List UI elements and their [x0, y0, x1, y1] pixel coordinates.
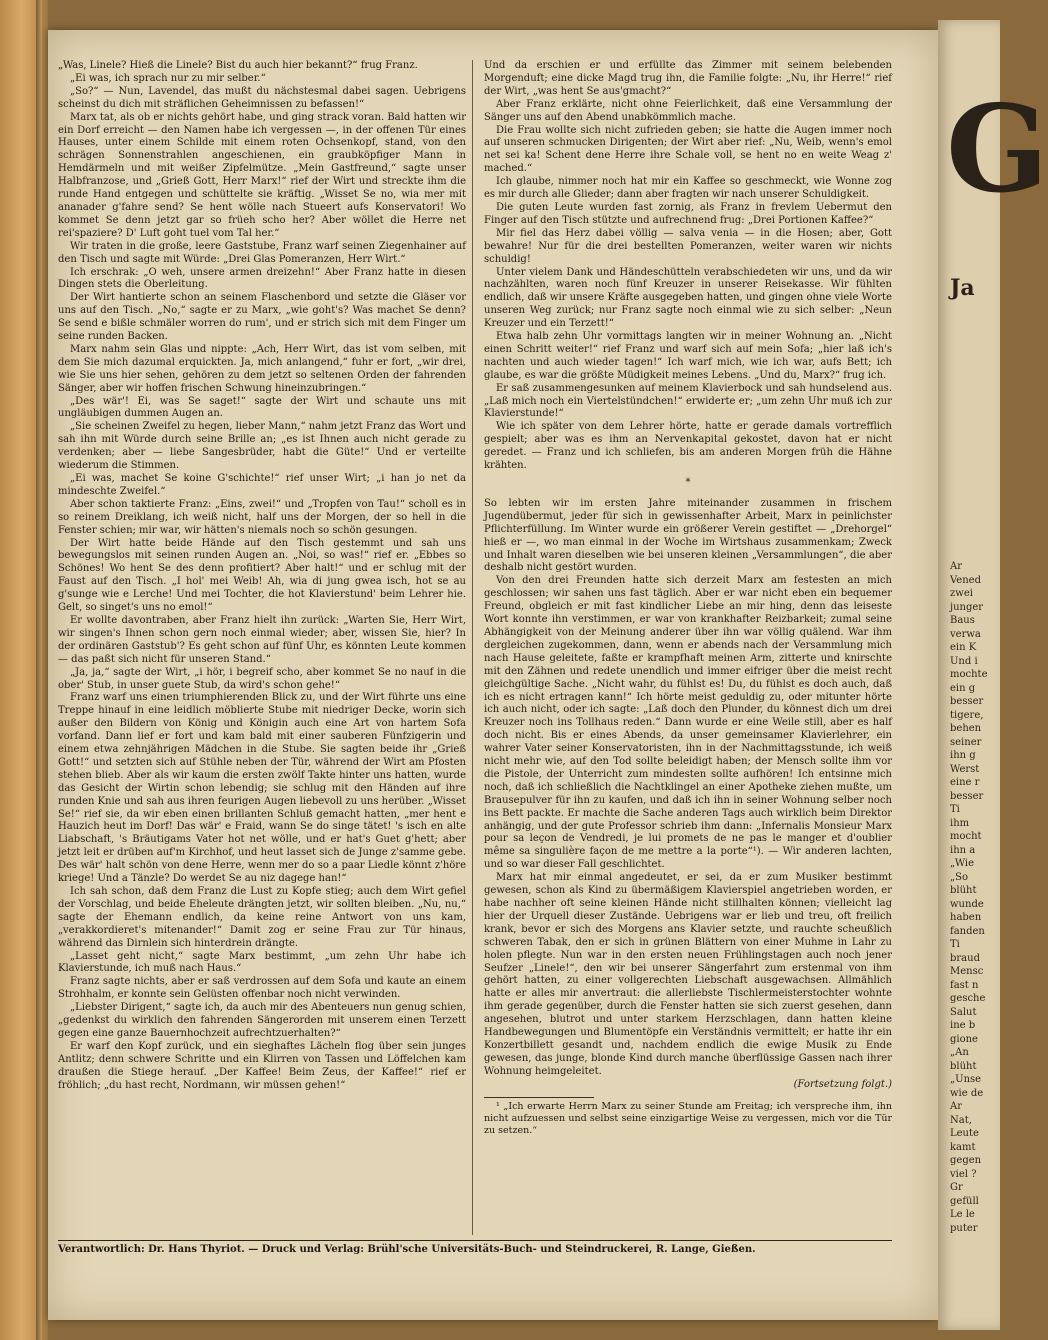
facing-page-fragment: „Unse — [950, 1074, 982, 1085]
facing-page-fragment: verwa — [950, 628, 981, 640]
paragraph: „Ei was, ich sprach nur zu mir selber.“ — [70, 72, 266, 84]
facing-page-fragment: Werst — [950, 763, 980, 775]
right-column-story-end — [484, 60, 892, 473]
paragraph: „Des wär'! Ei, was Se saget!“ sagte der Wirt und schaute uns mit ungläubigen dummen Augen an. — [58, 395, 466, 420]
facing-page-fragment: Gr — [950, 1182, 963, 1193]
footnote: ¹ „Ich erwarte Herrn Marx zu seiner Stunde am Freitag; ich verspreche ihm, ihn nicht aufzuessen und selbst seine einzigartige Weise zu vergessen, mich vor die Tür zu setzen.“ — [484, 1100, 892, 1136]
facing-page-fragment: Nat, — [950, 1114, 972, 1126]
facing-page-fragment: tigere, — [950, 709, 984, 721]
facing-page-fragment: fanden — [950, 925, 985, 937]
column-rule — [472, 60, 473, 1235]
facing-page-fragment: haben — [950, 912, 982, 923]
paragraph: Aber Franz erklärte, nicht ohne Feierlichkeit, daß eine Versammlung der Sänger uns auf den Abend unabkömmlich mache. — [484, 98, 892, 123]
facing-page-fragment: Ti — [950, 939, 960, 950]
paragraph: Die guten Leute wurden fast zornig, als Franz in frevlem Uebermut den Finger auf den Tisch stützte und aufrechnend frug: „Drei Portionen Kaffee?“ — [484, 201, 892, 226]
paragraph: Der Wirt hantierte schon an seinem Flaschenbord und setzte die Gläser vor uns auf den Tisch. „No,“ sagte er zu Marx, „wie goht's? Was machet Se denn? Se send e bißle schmäler worren do rum', und er strich sich mit dem Finger um seine runden Backen. — [58, 292, 466, 343]
facing-page-fragment: behen — [950, 723, 982, 734]
facing-page-fragment: Ar — [950, 1101, 963, 1112]
paragraph: „Liebster Dirigent,“ sagte ich, da auch mir des Abenteuers nun genug schien, „gedenkst du wirklich den fahrenden Sängerorden mit unserem einen Terzett gegen eine ganze Bauernhochzeit aufrechtzuerhalten?“ — [58, 1002, 466, 1039]
paragraph: Marx tat, als ob er nichts gehört habe, und ging strack voran. Bald hatten wir ein Dorf erreicht — den Namen habe ich vergessen —, in der offenen Tür eines Hauses, unter einem Schilde mit einem roten Ochsenkopf, stand, von den schrägen Sonnenstrahlen angeschienen, ein graubköpfiger Mann in Hemdärmeln und mit weißer Zipfelmütze. „Mein Gastfreund,“ sagte unser Halbfranzose, und „Grieß Gott, Herr Marx!“ rief der Wirt und streckte ihm die runde Hand entgegen und schüttelte sie kräftig. „Wisset Se no, wia mer mit ananader g'fahre send? Se hent wölle nach Stueert aufs Konservatori! Wo kommet Se denn jetzt gar so früeh scho her? Aber wöllet die Herre net rei'spaziere? D' Luft goht tuel vom Tal her.“ — [58, 111, 466, 239]
paragraph: Von den drei Freunden hatte sich derzeit Marx am festesten an mich geschlossen; wir sahen uns fast täglich. Aber er war nicht eben ein bequemer Freund, obgleich er mit fast kindlicher Liebe an mir hing, denn das leiseste Wort konnte ihn verstimmen, er war von krankhafter Reizbarkeit; zumal seine Abhängigkeit von der Meinung anderer über ihn war völlig quälend. War ihm dergleichen zugekommen, dann, wenn er abends nach der Versammlung mich nach Hause geleitete, faßte er krampfhaft meinen Arm, zitterte und knirschte mit den Zähnen und redete unendlich und immer eifriger über die meist recht gleichgültige Sache. „Nicht wahr, du fühlst es! Du, du fühlst es doch auch, daß ich es nicht ertragen kann!“ Ich hörte meist geduldig zu, oder mitunter hörte ich auch nicht, oder ich sagte: „Laß doch den Plunder, du könnest dich um drei Kreuzer noch ins Tollhaus reden.“ Dann wurde er eine Weile still, aber es half doch nicht. Bis er eines Abends, da unser gemeinsamer Klavierlehrer, ein wahrer Vater seiner Konservatoristen, ihn in der Nachmittagsstunde, ich weiß nicht mehr wie, auf den Tod sollte beleidigt haben; der Mensch sollte ihm vor die Pistole, der Unterricht zum mindesten sollte aufhören! Ich entsinne mich noch, daß ich schließlich die Nachtklingel an einer Apotheke ziehen mußte, um Brausepulver für ihn zu kaufen, und daß ich ihn in seiner Wohnung selber noch ins Bett packte. Er machte die Sache anderen Tags auch wirklich beim Direktor anhängig, und der gute Professor schrieb ihm dann: „Infernalis Monsieur Marx pour sa leçon de Vendredi, je lui promets de ne pas le manger et d'oublier même sa singulière façon de me mettre a la porte“¹). — Wir anderen lachten, und so war dieser Fall geschlichtet. — [484, 575, 892, 871]
footnote-rule — [484, 1097, 594, 1098]
facing-page-fragment: wunde — [950, 898, 984, 910]
facing-page-fragment: seiner — [950, 736, 982, 748]
facing-page-fragment: gegen — [950, 1155, 982, 1166]
facing-page-fragment: junger — [950, 601, 984, 613]
facing-page-fragment: braud — [950, 952, 980, 964]
right-column-story-continued — [484, 498, 892, 1079]
facing-page-fragment: Mensc — [950, 966, 984, 977]
facing-page-fragment: blüht — [950, 1060, 977, 1072]
paragraph: Und da erschien er und erfüllte das Zimmer mit seinem belebenden Morgenduft; eine dicke Magd trug ihn, die Familie folgte: „Nu, ihr Herre!“ rief der Wirt, „was hent Se aus'gmacht?“ — [484, 60, 892, 97]
facing-page-fragment: besser — [950, 696, 984, 707]
facing-page-fragment: Baus — [950, 615, 975, 626]
facing-page-fragment: Und i — [950, 655, 978, 667]
facing-page-fragment: blüht — [950, 885, 977, 896]
paragraph: So lebten wir im ersten Jahre miteinander zusammen in frischem Jugendübermut, jeder für sich in gewissenhafter Arbeit, Marx in peinlichster Pflichterfüllung. Im Winter wurde ein größerer Verein gestiftet — „Drehorgel“ hieß er —, wo man einmal in der Woche im Wirtshaus zusammenkam; Zweck und Inhalt waren dieselben wie bei unseren kleinen „Versammlungen“, die aber deshalb nicht gestört wurden. — [484, 497, 892, 574]
paragraph: Wie ich später von dem Lehrer hörte, hatte er gerade damals vortrefflich gespielt; aber was es ihm an Nervenkapital gekostet, davon hat er nicht geredet. — Franz und ich schliefen, bis am anderen Morgen früh die Hähne krähten. — [484, 421, 892, 472]
paragraph: Ich sah schon, daß dem Franz die Lust zu Kopfe stieg; auch dem Wirt gefiel der Vorschlag, und beide Eheleute drängten jetzt, wir sollten bleiben. „Nu, nu,“ sagte der Ehemann endlich, da keine reine Antwort von uns kam, „verakkordieret's mitenander!“ Damit zog er seine Frau zur Tür hinaus, während das Dirnlein sich hinterdrein drängte. — [58, 886, 466, 949]
paragraph: Die Frau wollte sich nicht zufrieden geben; sie hatte die Augen immer noch auf unseren schmucken Dirigenten; der Wirt aber rief: „Nu, Weib, wenn's emol net sei ka! Schent dene Herre ihre Schale voll, se hent no en weite Weag z' mached.“ — [484, 124, 892, 175]
facing-page-fragment: Salut — [950, 1006, 977, 1018]
paragraph: Unter vielem Dank und Händeschütteln verabschiedeten wir uns, und da wir nachzählten, waren noch fünf Kreuzer in unserer Reisekasse. Wir fühlten endlich, daß wir unsere Kräfte ausgegeben hatten, und gingen ohne viele Worte unseren Weg zurück; nur Franz sagte noch einmal wie zu sich selber: „Neun Kreuzer und ein Terzett!“ — [484, 266, 892, 330]
facing-page-fragment: viel ? — [950, 1168, 977, 1180]
paragraph: Mir fiel das Herz dabei völlig — salva venia — in die Hosen; aber, Gott bewahre! Nur für die drei bestellten Pomeranzen, weiter waren wir nichts schuldig! — [484, 227, 892, 265]
paragraph: „Ei was, machet Se koine G'schichte!“ rief unser Wirt; „i han jo net da mindeschte Zweifel.“ — [58, 473, 466, 497]
facing-page-big-letter: G — [946, 79, 1048, 220]
paragraph: Franz sagte nichts, aber er saß verdrossen auf dem Sofa und kaute an einem Strohhalm, er konnte sein Gelüsten offenbar noch nicht verwinden. — [58, 976, 466, 1001]
paragraph: Aber schon taktierte Franz: „Eins, zwei!“ und „Tropfen von Tau!“ scholl es in so reinem Dreiklang, ich weiß nicht, half uns der Morgen, der so hell in die Fenster schien; mir war, wir hätten's niemals noch so schön gesungen. — [58, 498, 466, 536]
facing-page-fragment: gefüll — [950, 1195, 979, 1207]
facing-page-fragment: mochte — [950, 669, 988, 680]
facing-page-fragment: mocht — [950, 831, 982, 842]
paragraph: Marx nahm sein Glas und nippte: „Ach, Herr Wirt, das ist vom selben, mit dem Sie mich dazumal erquickten. Ja, mich anlangend,“ fuhr er fort, „wir drei, wie Sie uns hier sehen, gehören zu dem jetzt so seltenen Orden der fahrenden Sänger, aber wir hoffen frischen Schwung hineinzubringen.“ — [58, 343, 466, 394]
facing-page-fragment: fast n — [950, 979, 979, 991]
facing-page-fragment: „Wie — [950, 858, 975, 869]
paragraph: „Lasset geht nicht,“ sagte Marx bestimmt, „um zehn Uhr habe ich Klavierstunde, ich muß nach Haus.“ — [58, 950, 466, 975]
facing-page-fragment: „So — [950, 871, 969, 883]
facing-page-fragment: besser — [950, 790, 984, 802]
paragraph: Ich erschrak: „O weh, unsere armen dreizehn!“ Aber Franz hatte in diesen Dingen stets die Oberleitung. — [58, 266, 466, 291]
paragraph: Franz warf uns einen triumphierenden Blick zu, und der Wirt führte uns eine Treppe hinauf in eine leidlich möblierte Stube mit niedriger Decke, worin sich außer den Bildern von König und Königin auch eine Art von hartem Sofa vorfand. Dann lief er fort und kam bald mit einer sauberen Fünfzigerin und einem etwa zehnjährigen Mädchen in die Stube. Sie sagten beide ihr „Grieß Gott!“ und setzten sich auf Stühle neben der Tür, während der Wirt am Pfosten stehen blieb. Aber als wir kaum die ersten zwölf Takte hinter uns hatten, wurde das Gesicht der Wirtin schon lebendig; sie schlug mit den Händen auf ihre runden Knie und sah aus ihren feurigen Augen liebevoll zu uns herüber. „Wisset Se!“ rief sie, da wir eben einen brillanten Schluß gemacht hatten, „mer hent e Hauzich heut im Dorf! Das wär' e Fraid, wann Se do singe tätet! 's isch en alte Liabschaft, 's Bräutigams Vater hot net wölle, und er hat's Guet g'hett; aber jetzt leit er drüben auf'm Kirchhof, und heut lasset sich de Junge z'samme gebe. Des wär' halt schön von dene Herre, wenn mer do so a paar Liedle könnt z'höre kriege! Und a Tänzle? Do werdet Se au niz dagege han!“ — [58, 692, 466, 885]
facing-page-fragment: Leute — [950, 1128, 979, 1139]
facing-page-fragment: Le le — [950, 1209, 975, 1220]
paragraph: Er warf den Kopf zurück, und ein sieghaftes Lächeln flog über sein junges Antlitz; denn schwere Schritte und ein Klirren von Tassen und Löffelchen kam draußen die Stiege herauf. „Der Kaffee! Beim Zeus, der Kaffee!“ rief er fröhlich; „du hast recht, Nordmann, wir müssen gehen!“ — [58, 1040, 466, 1091]
book-binding — [0, 0, 48, 1340]
facing-page-fragment: wie de — [950, 1087, 984, 1099]
facing-page-fragment: Vened — [950, 574, 981, 586]
facing-page-fragment: gesche — [950, 993, 986, 1004]
facing-page-fragment: ihn a — [950, 844, 976, 856]
facing-page-fragment: eine r — [950, 777, 980, 788]
paragraph: „Ja, ja,“ sagte der Wirt, „i hör, i begreif scho, aber kommet Se no nauf in die ober' Stub, in unser guete Stub, da wird's schon gehe!“ — [58, 666, 466, 691]
imprint-line: Verantwortlich: Dr. Hans Thyriot. — Druck und Verlag: Brühl'sche Universitäts-Buch- und Steindruckerei, R. Lange, Gießen. — [58, 1240, 892, 1255]
facing-page-fragment: gione — [950, 1033, 978, 1045]
facing-page-fragment: ein K — [950, 642, 977, 653]
facing-page-fragment: „An — [950, 1047, 969, 1058]
paragraph: „Sie scheinen Zweifel zu hegen, lieber Mann,“ nahm jetzt Franz das Wort und sah ihn mit Würde durch seine Brille an; „es ist Ihnen auch nicht gerade zu verdenken; aber — liebe Sangesbrüder, habt die Güte!“ Und er verteilte wiederum die Stimmen. — [58, 421, 466, 472]
paragraph: „So?“ — Nun, Lavendel, das mußt du nächstesmal dabei sagen. Uebrigens scheinst du dich mit sträflichen Geheimnissen zu befassen!“ — [58, 85, 466, 110]
facing-page-fragment: puter — [950, 1222, 978, 1234]
facing-page-fragment: ine b — [950, 1020, 976, 1031]
left-text-column — [58, 60, 466, 1235]
facing-page-fragment: Ar — [950, 561, 963, 572]
paragraph: „Was, Linele? Hieß die Linele? Bist du auch hier bekannt?“ frug Franz. — [58, 60, 418, 71]
paragraph: Der Wirt hatte beide Hände auf den Tisch gestemmt und sah uns bewegungslos mit seinen runden Augen an. „Noi, so was!“ rief er. „Ebbes so Schönes! Wo hent Se des denn profitiert? Aber halt!“ und er schlug mit der Faust auf den Tisch. „I hol' mei Weib! Ah, wia di jung gwea isch, hot se au g'sunge wie e Lerche! Und mei Tochter, die hot Klavierstund' beim Lehrer hie. Gelt, so singet's uns no emol!“ — [58, 537, 466, 614]
paragraph: Er wollte davontraben, aber Franz hielt ihn zurück: „Warten Sie, Herr Wirt, wir singen's Ihnen schon gern noch einmal wieder; aber, wissen Sie, hier? In der ordinären Gaststub'? Es geht schon auf fünf Uhr, es könnten Leute kommen — das paßt sich nicht für unseren Stand.“ — [58, 614, 466, 665]
paragraph: Wir traten in die große, leere Gaststube, Franz warf seinen Ziegenhainer auf den Tisch und sagte mit Würde: „Drei Glas Pomeranzen, Herr Wirt.“ — [58, 240, 466, 265]
continuation-note: (Fortsetzung folgt.) — [793, 1078, 892, 1090]
facing-page-fragment: ihm — [950, 817, 970, 829]
paragraph: Ich glaube, nimmer noch hat mir ein Kaffee so geschmeckt, wie Wonne zog es mir durch alle Glieder; dann aber fragten wir nach unserer Schuldigkeit. — [484, 176, 892, 201]
facing-page-heading: Ja — [950, 275, 975, 301]
right-text-column — [484, 60, 892, 1235]
paragraph: Etwa halb zehn Uhr vormittags langten wir in meiner Wohnung an. „Nicht einen Schritt weiter!“ rief Franz und warf sich auf mein Sofa; „hier laß ich's nachten und auch wieder tagen!“ Ich warf mich, wie ich war, aufs Bett; ich glaube, es war die größte Müdigkeit meines Lebens. „Und du, Marx?“ frug ich. — [484, 331, 892, 381]
facing-page-fragment: ihn g — [950, 750, 976, 761]
facing-page-fragment: zwei — [950, 588, 973, 599]
section-separator: * — [685, 477, 691, 488]
facing-page-fragments — [950, 560, 1000, 1235]
facing-page-fragment: kamt — [950, 1141, 976, 1153]
facing-page-edge — [938, 20, 1048, 1330]
facing-page-fragment: ein g — [950, 682, 976, 694]
binding-stitch — [36, 0, 42, 1340]
facing-page-fragment: Ti — [950, 804, 960, 815]
paragraph: Er saß zusammengesunken auf meinem Klavierbock und sah hundselend aus. „Laß mich noch ein Viertelstündchen!“ erwiderte er; „um zehn Uhr muß ich zur Klavierstunde!“ — [484, 382, 892, 420]
paragraph: Marx hat mir einmal angedeutet, er sei, da er zum Musiker bestimmt gewesen, schon als Kind zu übermäßigem Klavierspiel angetrieben worden, er habe nachher oft seine kleinen Hände nicht stillhalten können; vielleicht lag hier der Urquell dieser Zustände. Uebrigens war er lieb und treu, oft freilich krank, bevor er sich des Morgens ans Klavier setzte, und rauchte scheußlich schweren Tabak, den er sich in grünen Blättern von einer Muhme in Lahr zu holen pflegte. Nun war in den ersten neuen Frühlingstagen auch noch jener Seufzer „Linele!“, den wir bei unserer Sängerfahrt zum erstenmal von ihm gehört hatten, zu einer vollgerechten Liebschaft ausgewachsen. Allmählich hatte er alles mir anvertraut: die allerliebste Tischlermeisterstochter wohnte ihm gerade gegenüber, durch die Fenster hatten sie sich zuerst gesehen, dann angesehen, blutrot und unter starkem Herzschlagen, dann hatten kleine Handbewegungen und Blumentöpfe ein Verständnis vermittelt; er hatte ihr ein Konzertbillett gesandt und, nachdem endlich die ewige Musik zu Ende gewesen, das junge, blonde Kind durch manche überflüssige Gassen nach ihrer Wohnung heimgeleitet. — [484, 872, 892, 1077]
